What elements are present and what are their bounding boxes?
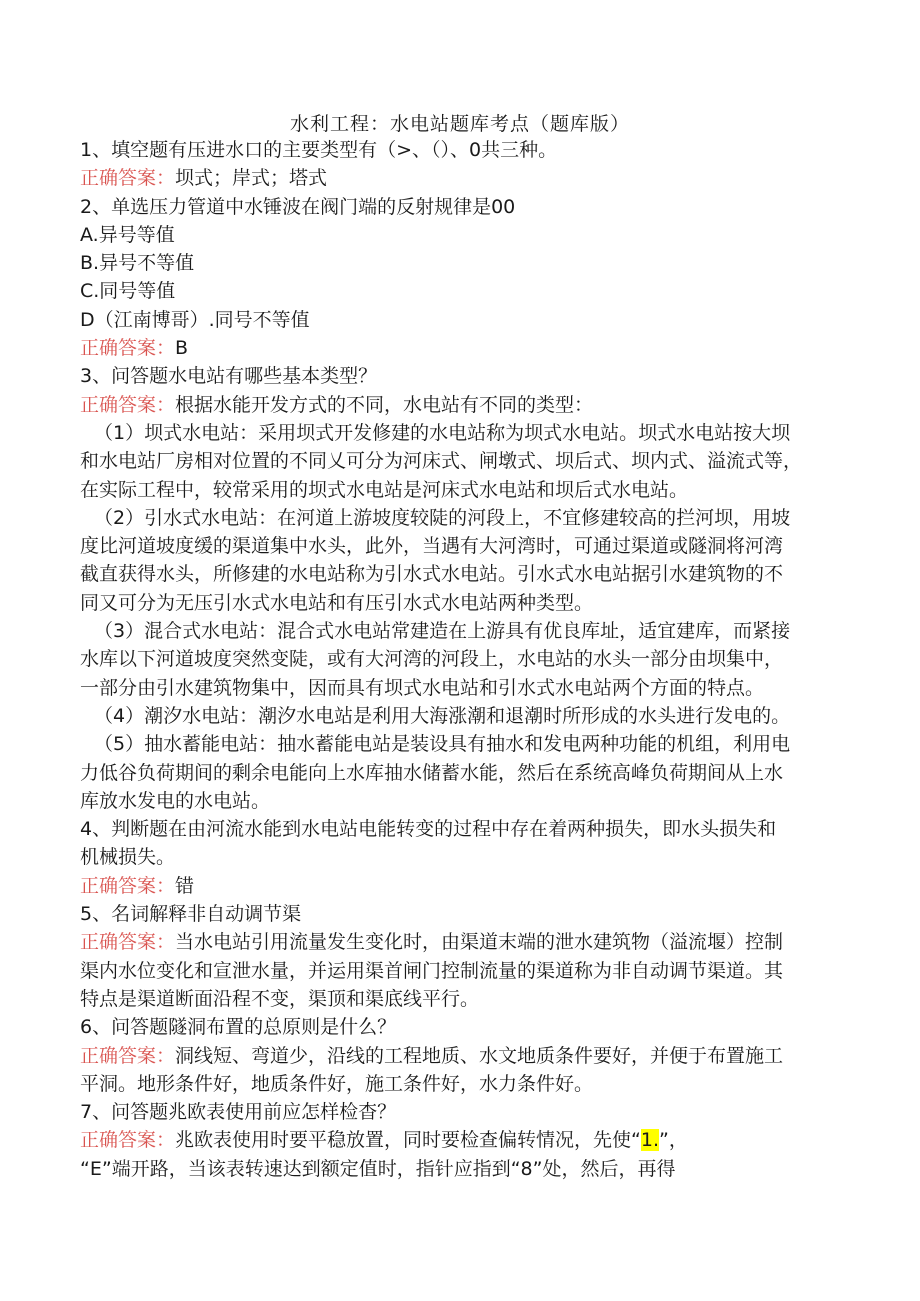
answer-6-line: 平洞。地形条件好，地质条件好，施工条件好，水力条件好。 xyxy=(80,1072,594,1095)
question-3: 3、问答题水电站有哪些基本类型？ xyxy=(80,365,378,388)
answer-text: B xyxy=(175,337,189,360)
question-7: 7、问答题兆欧表使用前应怎样检杳？ xyxy=(80,1101,397,1124)
question-6: 6、问答题隧洞布置的总原则是什么？ xyxy=(80,1016,397,1039)
answer-label: 正确答案： xyxy=(80,931,176,954)
answer-5-line: 特点是渠道断面沿程不变，渠顶和渠底线平行。 xyxy=(80,987,480,1010)
answer-3-line: 在实际工程中，较常采用的坝式水电站是河床式水电站和坝后式水电站。 xyxy=(80,478,689,501)
answer-label: 正确答案： xyxy=(80,1129,176,1152)
answer-label: 正确答案： xyxy=(80,393,176,416)
answer-3-line: （4）潮汐水电站：潮汐水电站是利用大海涨潮和退潮时所形成的水头进行发电的。 xyxy=(94,704,791,727)
answer-2 xyxy=(80,334,840,362)
question-5: 5、名词解释非自动调节渠 xyxy=(80,903,302,926)
answer-text: 当水电站引用流量发生变化时，由渠道末端的泄水建筑物（溢流堰）控制 xyxy=(175,931,784,954)
answer-3-line: 截直获得水头，所修建的水电站称为引水式水电站。引水式水电站据引水建筑物的不 xyxy=(80,563,784,586)
option-a: A.异号等值 xyxy=(80,223,175,246)
answer-text: 错 xyxy=(175,874,195,897)
answer-text: 兆欧表使用时要平稳放置，同时要检查偏转情况，先使“ xyxy=(175,1129,641,1152)
answer-3-line: 库放水发电的水电站。 xyxy=(80,789,271,812)
question-1: 1、填空题有压进水口的主要类型有（>、（）、0共三种。 xyxy=(80,139,558,161)
answer-3-line: 一部分由引水建筑物集中，因而具有坝式水电站和引水式水电站两个方面的特点。 xyxy=(80,676,765,699)
answer-label: 正确答案： xyxy=(80,337,176,360)
answer-3-line: （2）引水式水电站：在河道上游坡度较陡的河段上，不宜修建较高的拦河坝，用坡 xyxy=(94,506,791,529)
answer-3-line: 同又可分为无压引水式水电站和有压引水式水电站两种类型。 xyxy=(80,591,594,614)
answer-text: 洞线短、弯道少，沿线的工程地质、水文地质条件要好，并便于布置施工 xyxy=(175,1044,784,1067)
document-title: 水利工程：水电站题库考点（题库版） xyxy=(289,113,630,135)
question-4-cont: 机械损失。 xyxy=(80,846,176,869)
answer-text: 根据水能开发方式的不同，水电站有不同的类型： xyxy=(175,393,594,416)
answer-6 xyxy=(80,1042,840,1070)
answer-7 xyxy=(80,1126,840,1154)
answer-3-line: 和水电站厂房相对位置的不同乂可分为河床式、闸墩式、坝后式、坝内式、溢流式等， xyxy=(80,450,803,473)
question-2: 2、单选压力管道中水锤波在阀门端的反射规律是00 xyxy=(80,195,516,218)
answer-label: 正确答案： xyxy=(80,874,176,897)
answer-3-line: 力低谷负荷期间的剩余电能向上水库抽水储蓄水能，然后在系统高峰负荷期间从上水 xyxy=(80,761,784,784)
answer-4 xyxy=(80,872,840,900)
answer-5 xyxy=(80,928,840,956)
answer-label: 正确答案： xyxy=(80,167,176,190)
answer-7-line: “E”端开路，当该表转速达到额定值时，指针应指到“8”处，然后，再得 xyxy=(80,1157,676,1180)
option-c: C.同号等值 xyxy=(80,280,176,303)
option-d: D（江南博哥）.同号不等值 xyxy=(80,308,310,331)
answer-5-line: 渠内水位变化和宣泄水量，并运用渠首闸门控制流量的渠道称为非自动调节渠道。其 xyxy=(80,959,784,982)
answer-text: 坝式；岸式；塔式 xyxy=(175,167,328,190)
answer-1 xyxy=(80,164,840,192)
option-b: B.异号不等值 xyxy=(80,252,195,275)
document-body xyxy=(80,136,840,1183)
highlighted-text: 1. xyxy=(640,1129,660,1152)
answer-3-line: （3）混合式水电站：混合式水电站常建造在上游具有优良库址，适宜建库，而紧接 xyxy=(94,620,791,643)
answer-3-line: 水库以下河道坡度突然变陡，或有大河湾的河段上，水电站的水头一部分由坝集中， xyxy=(80,648,784,671)
answer-label: 正确答案： xyxy=(80,1044,176,1067)
answer-3-line: 度比河道坡度缓的渠道集中水头，此外，当遇有大河湾时，可通过渠道或隧洞将河湾 xyxy=(80,535,784,558)
answer-3-line: （5）抽水蓄能电站：抽水蓄能电站是装设具有抽水和发电两种功能的机组，利用电 xyxy=(94,733,791,756)
answer-text: ”， xyxy=(659,1129,688,1152)
answer-3 xyxy=(80,391,840,419)
answer-3-line: （1）坝式水电站：采用坝式开发修建的水电站称为坝式水电站。坝式水电站按大坝 xyxy=(94,421,791,444)
question-4: 4、判断题在由河流水能到水电站电能转变的过程中存在着两种损失，即水头损失和 xyxy=(80,818,777,841)
